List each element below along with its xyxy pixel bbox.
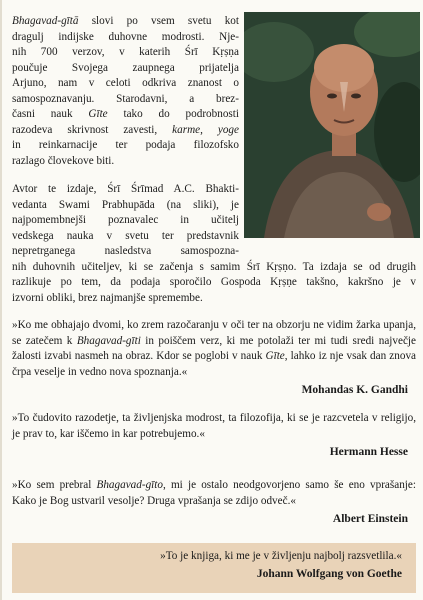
about-line: Avtor te izdaje, Śrī Śrīmad A.C. Bhakti- <box>12 183 239 195</box>
author-paragraph <box>12 182 416 306</box>
quote-author: Mohandas K. Gandhi <box>301 384 408 396</box>
intro-line: Bhagavad-gītā slovi po vsem svetu kot <box>12 15 239 27</box>
intro-line: časni nauk Gīte tako do podrobnosti <box>12 108 239 120</box>
intro-line: in reinkarnacije ter podaja filozofsko <box>12 139 239 151</box>
about-line: razlikuje po tem, da podaja sporočilo Gospoda Kṛṣṇe takšno, kakršno je v <box>12 276 416 288</box>
intro-line: razodeva skrivnost zavesti, karme, yoge <box>12 123 239 136</box>
intro-line: samospoznavanju. Starodavni, a brez- <box>12 92 239 105</box>
quote-text: »To je knjiga, ki me je v življenju najbolj razsvetlila.« <box>160 550 402 562</box>
about-line: izvorni obliki, brez najmanjše spremembe. <box>12 291 203 304</box>
quote-text: »Ko me obhajajo dvomi, ko zrem razočaranju v oči ter na obzorju ne vidim žarka upanja, se zatečem k Bhagavad-gīti in poiščem verz, ki me potolaži ter mi tudi sredi največje žalosti izvabi nasmeh na obraz. Kdor se poglobi v nauk Gīte, lahko iz nje vsak dan znova črpa veselje in vedno nova spoznanja.« <box>12 319 416 378</box>
intro-line: nih 700 verzov, v katerih Śrī Kṛṣṇa <box>12 46 239 58</box>
about-line: nih duhovnih učiteljev, ki se začenja s samim Śrī Kṛṣṇo. Ta izdaja se od drugih <box>12 260 416 273</box>
about-line: vedskega nauka v svetu ter predstavnik <box>12 229 239 242</box>
quote-text: »Ko sem prebral Bhagavad-gīto, mi je ostalo neodgovorjeno samo še eno vprašanje: Kako je Bog ustvaril vesolje? Druga vprašanja se zdijo odveč.« <box>12 479 416 507</box>
quote-text: »To čudovito razodetje, ta življenjska modrost, ta filozofija, ki se je razcvetela v religijo, je prav to, kar iščemo in kar potrebujemo.« <box>12 412 416 440</box>
intro-line: dragulj indijske duhovne modrosti. Nje- <box>12 30 239 43</box>
quote-author: Albert Einstein <box>332 513 408 525</box>
intro-line: Arjuno, nam v celoti odkriva znanost o <box>12 77 239 89</box>
quote-author: Hermann Hesse <box>329 446 408 458</box>
about-line: vedanta Swami Prabhupāda (na sliki), je <box>12 198 239 211</box>
about-line: nepretrganega nasledstva samospozna- <box>12 245 239 257</box>
intro-paragraph <box>12 14 239 169</box>
quote-einstein <box>12 478 416 525</box>
quote-gandhi <box>12 318 416 396</box>
quote-hesse <box>12 411 416 458</box>
intro-line: razlago človekove biti. <box>12 154 115 167</box>
quote-author: Johann Wolfgang von Goethe <box>256 568 402 580</box>
intro-line: poučuje Svojega zaupnega prijatelja <box>12 61 239 74</box>
quote-goethe-box <box>12 543 416 593</box>
about-line: najpomembnejši poznavalec in učitelj <box>12 214 239 226</box>
